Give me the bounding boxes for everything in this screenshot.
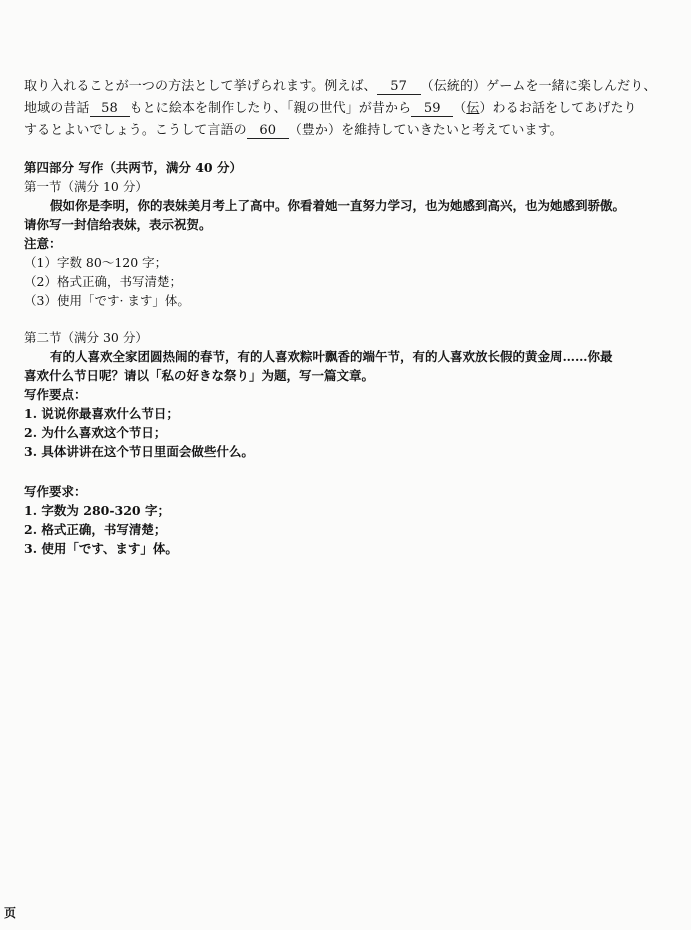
point-item: 2. 为什么喜欢这个节日； — [24, 425, 167, 440]
point-item: 3. 具体讲讲在这个节日里面会做些什么。 — [24, 444, 254, 459]
section2-body-cont: 喜欢什么节日呢？请以「私の好きな祭り」为题，写一篇文章。 — [24, 368, 375, 383]
section1-body-cont: 请你写一封信给表妹，表示祝贺。 — [24, 217, 212, 232]
cloze-text: もとに絵本を制作したり、「親の世代」が昔から — [129, 101, 412, 116]
section2-title: 第二节（满分 30 分） — [24, 330, 148, 345]
cloze-line-2 — [24, 98, 674, 120]
page-label: 页 — [4, 906, 17, 920]
blank-57: 57 — [377, 80, 421, 95]
cloze-text: （伝統的）ゲームを一緒に楽しんだり、 — [420, 79, 657, 94]
cloze-text: ）わるお話をしてあげたり — [479, 101, 637, 116]
section1-body: 假如你是李明，你的表妹美月考上了高中。你看着她一直努力学习，也为她感到高兴，也为她感到骄傲。 — [50, 198, 626, 213]
point-item: 1. 说说你最喜欢什么节日； — [24, 406, 179, 421]
note-item: （3）使用「です· ます」体。 — [24, 293, 190, 308]
section2 — [24, 328, 664, 461]
points-title: 写作要点： — [24, 387, 87, 402]
blank-60: 60 — [247, 124, 289, 139]
requirements — [24, 482, 664, 558]
note-item: （2）格式正确，书写清楚； — [24, 274, 182, 289]
note-title: 注意： — [24, 236, 62, 251]
blank-58: 58 — [90, 102, 130, 117]
cloze-text: 取り入れることが一つの方法として挙げられます。例えば、 — [24, 79, 377, 94]
section1-title: 第一节（满分 10 分） — [24, 179, 148, 194]
cloze-line-3 — [24, 120, 674, 142]
req-title: 写作要求： — [24, 484, 87, 499]
cloze-line-1 — [24, 76, 674, 98]
cloze-text: （豊か）を維持していきたいと考えています。 — [288, 123, 563, 138]
note-item: （1）字数 80～120 字； — [24, 255, 168, 270]
cloze-passage — [24, 76, 674, 142]
writing-part — [24, 158, 664, 310]
cloze-text: （ — [453, 101, 467, 116]
cloze-text: するとよいでしょう。こうして言語の — [24, 123, 247, 138]
req-item: 1. 字数为 280-320 字； — [24, 503, 170, 518]
req-item: 2. 格式正确，书写清楚； — [24, 522, 167, 537]
section2-body: 有的人喜欢全家团圆热闹的春节，有的人喜欢粽叶飘香的端午节，有的人喜欢放长假的黄金周……你最 — [50, 349, 613, 364]
blank-59: 59 — [411, 102, 453, 117]
req-item: 3. 使用「です、ます」体。 — [24, 541, 178, 556]
part-heading: 第四部分 写作（共两节，满分 40 分） — [24, 160, 242, 175]
cloze-text: 地域の昔話 — [24, 101, 90, 116]
cloze-underlined-char: 伝 — [466, 101, 480, 116]
